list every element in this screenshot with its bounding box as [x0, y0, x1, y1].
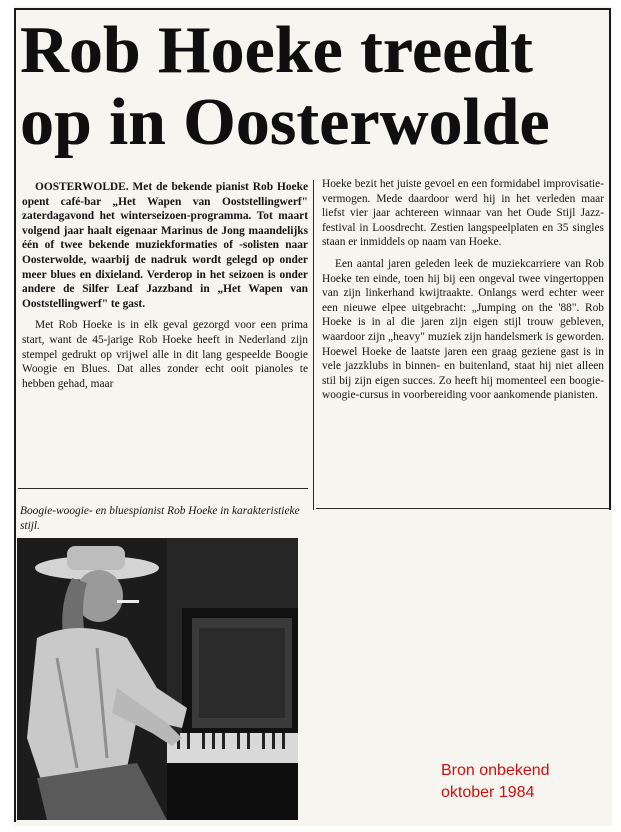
pianist-photo — [17, 538, 298, 820]
headline-line-2: op in Oosterwolde — [20, 85, 550, 159]
headline — [20, 14, 608, 158]
column-end-rule — [316, 508, 611, 509]
source-line-2: oktober 1984 — [441, 784, 535, 801]
body-paragraph-2: Met Rob Hoeke is in elk geval gezorgd voor een prima start, want de 45-jarige Rob Hoeke heeft in Nederland zijn stempel gedrukt op vrijwel alle in dit lang gespeelde Boogie Woogie en Blues. Dat alles zonder echt ooit pianoles te hebben gehad, maar — [22, 319, 308, 390]
body-paragraph-4: Een aantal jaren geleden leek de muziekcarriere van Rob Hoeke ten einde, toen hij bij een ongeval twee vingertoppen van zijn linkerhand kwijtraakte. Onlangs werd echter weer een nieuwe elpee uitgebracht: „Jumping on the '88". Rob Hoeke is in al die jaren zijn eigen stijl trouw gebleven, waardoor zijn „heavy" muziek zijn handelsmerk is geworden. Hoewel Hoeke de laatste jaren een graag geziene gast is in vele jazzklubs in binnen- en buitenland, staat hij niet alleen stil bij zijn eigen succes. Zo heeft hij momenteel een boogie-woogie-cursus in voorbereiding voor aankomende pianisten. — [322, 257, 604, 402]
photo-caption: Boogie-woogie- en bluespianist Rob Hoeke in karakteristieke stijl. — [20, 505, 300, 532]
clipping-top-rule — [14, 8, 611, 10]
body-paragraph-3: Hoeke bezit het juiste gevoel en een formidabel improvisatie-vermogen. Mede daardoor werd hij in het verleden maar liefst vier jaar achtereen winnaar van het Oude Stijl Jazz-festival in Loosdrecht. Zestien langspeelplaten en 35 singles staan er inmiddels op naam van Hoeke. — [322, 178, 604, 249]
pianist-at-piano-image — [17, 538, 298, 820]
lead-paragraph: OOSTERWOLDE. Met de bekende pianist Rob Hoeke opent café-bar „Het Wapen van Ooststellingwerf" zaterdagavond het winterseizoen-programma. Tot maart volgend jaar haalt eigenaar Marinus de Jong maandelijks één of twee bekende muziekformaties of -solisten naar Oosterwolde, waarbij de nadruk wordt gelegd op onder meer blues en dixieland. Verderop in het seizoen is onder andere de Silfer Leaf Jazzband in „Het Wapen van Ooststellingwerf" te gast. — [22, 181, 308, 310]
column-divider — [313, 180, 314, 510]
source-line-1: Bron onbekend — [441, 762, 550, 779]
article-column-left — [22, 180, 308, 398]
headline-line-1: Rob Hoeke treedt — [20, 13, 533, 87]
caption-rule — [18, 488, 308, 489]
source-annotation — [441, 760, 550, 804]
clipping-right-rule — [609, 10, 611, 510]
article-column-right — [322, 177, 604, 410]
clipping-left-rule — [14, 10, 16, 822]
